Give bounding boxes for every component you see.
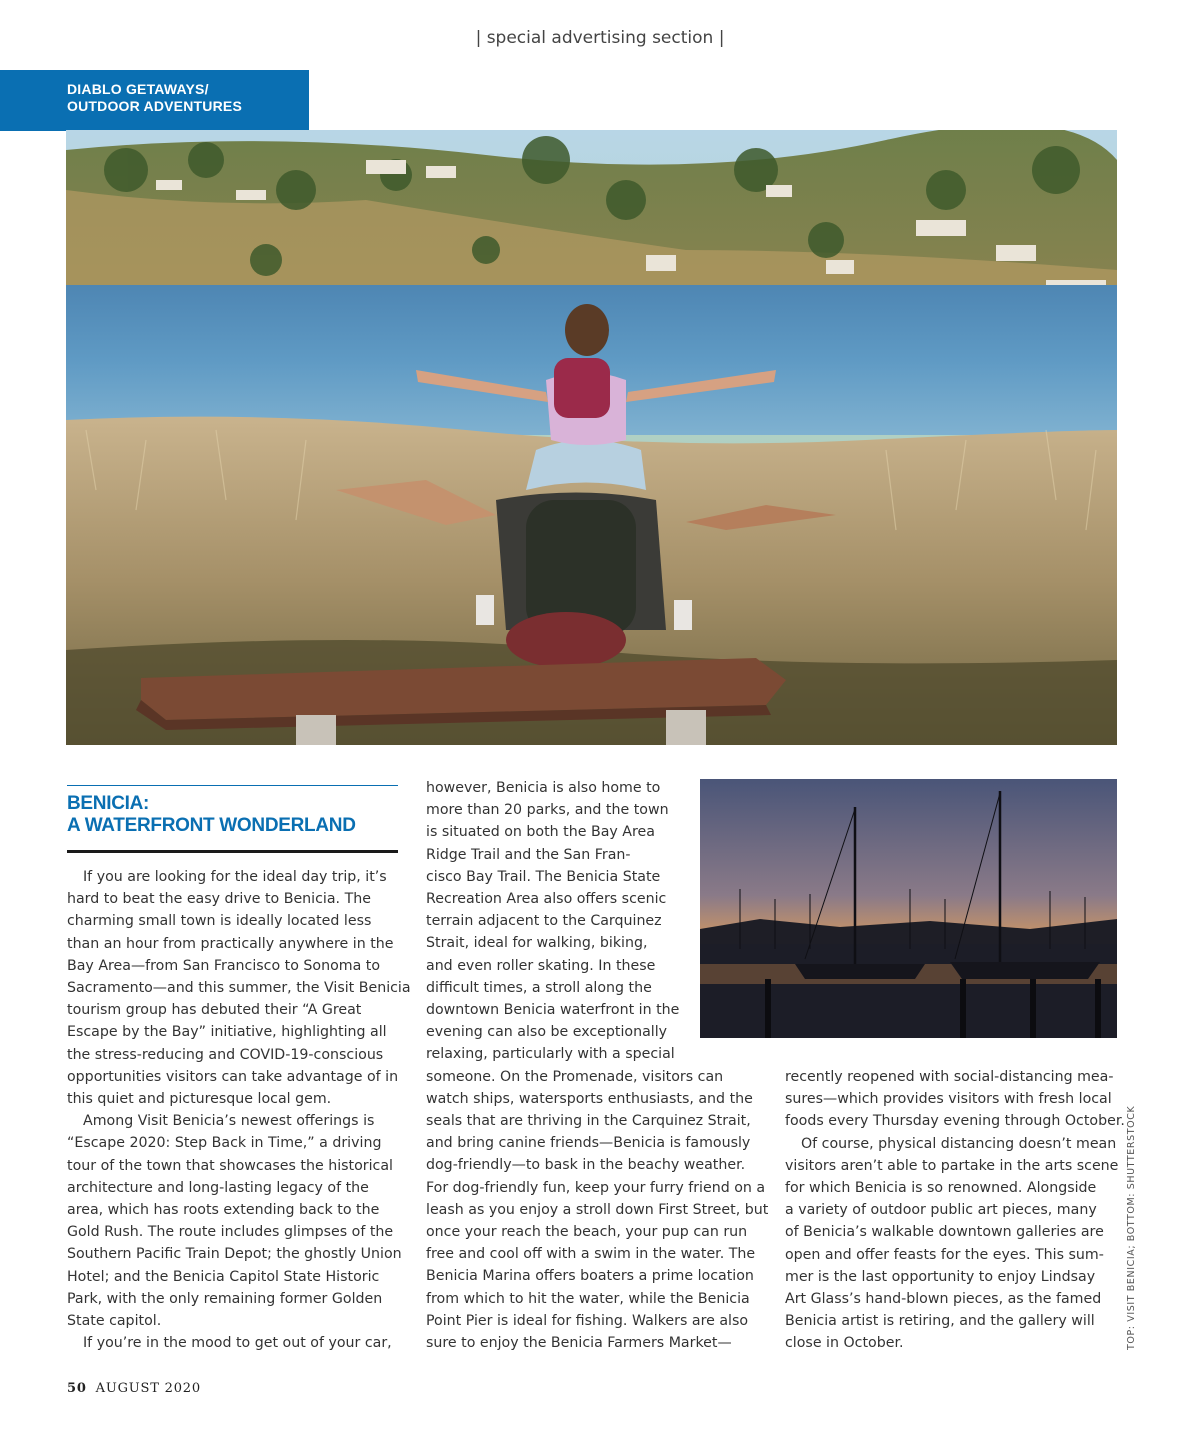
text-line: once your reach the beach, your pup can run xyxy=(426,1224,748,1241)
text-line: Park, with the only remaining former Golden xyxy=(67,1290,383,1307)
text-line: seals that are thriving in the Carquinez Strait, xyxy=(426,1113,751,1130)
text-line: Sacramento—and this summer, the Visit Benicia xyxy=(67,980,411,997)
text-line: for which Benicia is so renowned. Alongside xyxy=(785,1180,1097,1197)
text-line: close in October. xyxy=(785,1335,904,1352)
text-line: Ridge Trail and the San Fran- xyxy=(426,846,631,863)
text-line: the stress-reducing and COVID-19-conscious xyxy=(67,1046,384,1063)
text-line: Recreation Area also offers scenic xyxy=(426,891,667,908)
text-line: relaxing, particularly with a special xyxy=(426,1046,675,1063)
text-line: Among Visit Benicia’s newest offerings is xyxy=(83,1113,375,1130)
text-line: tour of the town that showcases the historical xyxy=(67,1157,393,1174)
text-line: Benicia artist is retiring, and the gallery will xyxy=(785,1313,1095,1330)
text-line: leash as you enjoy a stroll down First Street, but xyxy=(426,1201,769,1218)
text-line: Escape by the Bay” initiative, highlighting all xyxy=(67,1024,387,1041)
folio xyxy=(67,1381,201,1396)
page-number: 50 xyxy=(67,1381,87,1396)
text-line: and bring canine friends—Benicia is famously xyxy=(426,1135,751,1152)
text-line: charming small town is ideally located less xyxy=(67,913,372,930)
text-line: State capitol. xyxy=(67,1313,162,1330)
text-line: hard to beat the easy drive to Benicia. The xyxy=(67,891,371,908)
text-line: than an hour from practically anywhere in the xyxy=(67,935,394,952)
text-line: foods every Thursday evening through October. xyxy=(785,1113,1125,1130)
text-line: area, which has roots extending back to the xyxy=(67,1202,380,1219)
text-line: a variety of outdoor public art pieces, many xyxy=(785,1202,1097,1219)
section-tag-line-2: OUTDOOR ADVENTURES xyxy=(67,98,242,114)
headline-rule-bottom xyxy=(67,850,398,853)
text-line: is situated on both the Bay Area xyxy=(426,824,655,841)
text-line: Point Pier is ideal for fishing. Walkers are also xyxy=(426,1312,749,1329)
text-line: dog-friendly—to bask in the beachy weather. xyxy=(426,1157,746,1174)
text-line: however, Benicia is also home to xyxy=(426,780,661,796)
text-line: this quiet and picturesque local gem. xyxy=(67,1091,332,1108)
text-line: mer is the last opportunity to enjoy Lindsay xyxy=(785,1268,1096,1285)
text-line: visitors aren’t able to partake in the arts scene xyxy=(785,1157,1119,1174)
text-line: If you are looking for the ideal day trip, it’s xyxy=(83,869,387,885)
text-line: architecture and long-lasting legacy of the xyxy=(67,1179,369,1196)
text-line: difficult times, a stroll along the xyxy=(426,979,652,996)
text-line: If you’re in the mood to get out of your car, xyxy=(83,1335,392,1352)
text-line: watch ships, watersports enthusiasts, and the xyxy=(426,1090,753,1107)
headline-rule-top xyxy=(67,785,398,786)
photo-credit: TOP: VISIT BENICIA; BOTTOM: SHUTTERSTOCK xyxy=(1126,1105,1137,1350)
text-line: open and offer feasts for the eyes. This sum- xyxy=(785,1246,1104,1263)
text-line: of Benicia’s walkable downtown galleries are xyxy=(785,1224,1104,1241)
text-line: free and cool off with a swim in the water. The xyxy=(426,1246,756,1263)
text-line: Of course, physical distancing doesn’t mean xyxy=(801,1135,1117,1152)
text-line: Benicia Marina offers boaters a prime location xyxy=(426,1268,754,1285)
text-line: downtown Benicia waterfront in the xyxy=(426,1002,680,1019)
text-line: from which to hit the water, while the Benicia xyxy=(426,1290,750,1307)
section-header: | special advertising section | xyxy=(475,28,725,48)
section-tag xyxy=(0,70,309,131)
article-column-3 xyxy=(785,1066,1125,1355)
text-line: sure to enjoy the Benicia Farmers Market— xyxy=(426,1335,732,1352)
headline-line-1: BENICIA: xyxy=(67,793,150,814)
text-line: cisco Bay Trail. The Benicia State xyxy=(426,868,661,885)
text-line: Hotel; and the Benicia Capitol State Historic xyxy=(67,1268,380,1285)
text-line: more than 20 parks, and the town xyxy=(426,802,669,819)
article-column-1 xyxy=(67,866,411,1354)
headline-line-2: A WATERFRONT WONDERLAND xyxy=(67,815,356,836)
text-line: terrain adjacent to the Carquinez xyxy=(426,913,662,930)
text-line: evening can also be exceptionally xyxy=(426,1024,668,1041)
text-line: For dog-friendly fun, keep your furry friend on a xyxy=(426,1179,766,1196)
text-line: Art Glass’s hand-blown pieces, as the famed xyxy=(785,1291,1102,1308)
text-line: Strait, ideal for walking, biking, xyxy=(426,935,648,952)
text-line: sures—which provides visitors with fresh local xyxy=(785,1091,1112,1108)
text-line: “Escape 2020: Step Back in Time,” a driving xyxy=(67,1135,382,1152)
article-headline xyxy=(67,793,398,837)
text-line: opportunities visitors can take advantage of in xyxy=(67,1068,399,1085)
text-line: recently reopened with social-distancing mea- xyxy=(785,1069,1114,1085)
issue-date: AUGUST 2020 xyxy=(95,1381,201,1396)
text-line: tourism group has debuted their “A Great xyxy=(67,1002,362,1019)
marina-sunset-photo xyxy=(700,779,1117,1038)
section-tag-line-1: DIABLO GETAWAYS/ xyxy=(67,81,209,97)
text-line: Gold Rush. The route includes glimpses of the xyxy=(67,1224,394,1241)
text-line: someone. On the Promenade, visitors can xyxy=(426,1068,724,1085)
hero-photo xyxy=(66,130,1117,745)
text-line: Southern Pacific Train Depot; the ghostly Union xyxy=(67,1246,402,1263)
text-line: Bay Area—from San Francisco to Sonoma to xyxy=(67,957,381,974)
text-line: and even roller skating. In these xyxy=(426,957,656,974)
